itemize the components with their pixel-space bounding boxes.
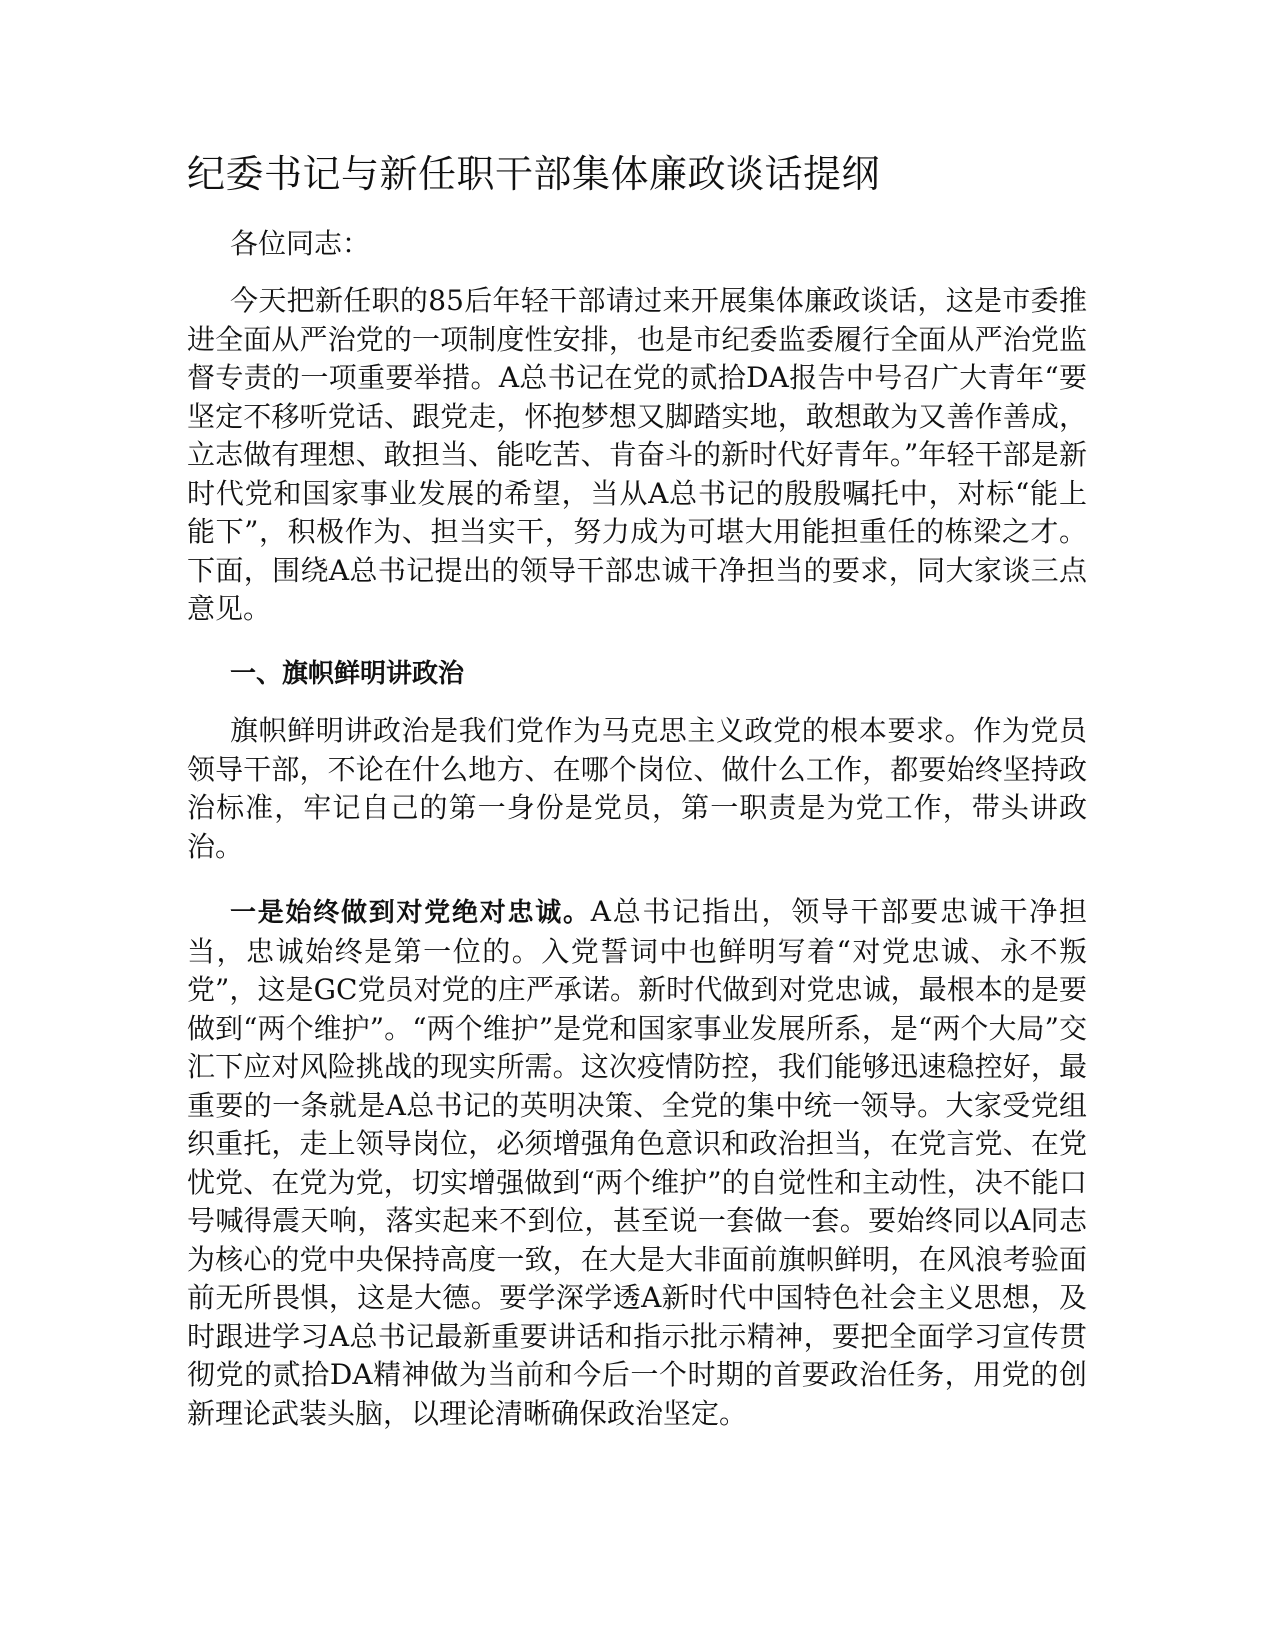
section-paragraph: 旗帜鲜明讲政治是我们党作为马克思主义政党的根本要求。作为党员领导干部，不论在什么地方、在哪个岗位、做什么工作，都要始终坚持政治标准，牢记自己的第一身份是党员，第一职责是为党工作，带头讲政治。: [187, 714, 1087, 863]
intro-paragraph: 今天把新任职的85后年轻干部请过来开展集体廉政谈话，这是市委推进全面从严治党的一项制度性安排，也是市纪委监委履行全面从严治党监督专责的一项重要举措。A总书记在党的贰拾DA报告中号召广大青年“要坚定不移听党话、跟党走，怀抱梦想又脚踏实地，敢想敢为又善作善成，立志做有理想、敢担当、能吃苦、肯奋斗的新时代好青年。”年轻干部是新时代党和国家事业发展的希望，当从A总书记的殷殷嘱托中，对标“能上能下”，积极作为、担当实干，努力成为可堪大用能担重任的栋梁之才。下面，围绕A总书记提出的领导干部忠诚干净担当的要求，同大家谈三点意见。: [187, 284, 1087, 625]
section-heading: 一、旗帜鲜明讲政治: [230, 659, 465, 689]
point-text: A总书记指出，领导干部要忠诚干净担当，忠诚始终是第一位的。入党誓词中也鲜明写着“对党忠诚、永不叛党”，这是GC党员对党的庄严承诺。新时代做到对党忠诚，最根本的是要做到“两个维护”。“两个维护”是党和国家事业发展所系，是“两个大局”交汇下应对风险挑战的现实所需。这次疫情防控，我们能够迅速稳控好，最重要的一条就是A总书记的英明决策、全党的集中统一领导。大家受党组织重托，走上领导岗位，必须增强角色意识和政治担当，在党言党、在党忧党、在党为党，切实增强做到“两个维护”的自觉性和主动性，决不能口号喊得震天响，落实起来不到位，甚至说一套做一套。要始终同以A同志为核心的党中央保持高度一致，在大是大非面前旗帜鲜明，在风浪考验面前无所畏惧，这是大德。要学深学透A新时代中国特色社会主义思想，及时跟进学习A总书记最新重要讲话和指示批示精神，要把全面学习宣传贯彻党的贰拾DA精神做为当前和今后一个时期的首要政治任务，用党的创新理论武装头脑，以理论清晰确保政治坚定。: [187, 895, 1087, 1430]
greeting: 各位同志：: [230, 227, 371, 260]
point-lead: 一是始终做到对党绝对忠诚。: [230, 898, 591, 928]
point-paragraph: [187, 893, 1087, 1433]
document-title: 纪委书记与新任职干部集体廉政谈话提纲: [187, 152, 881, 196]
